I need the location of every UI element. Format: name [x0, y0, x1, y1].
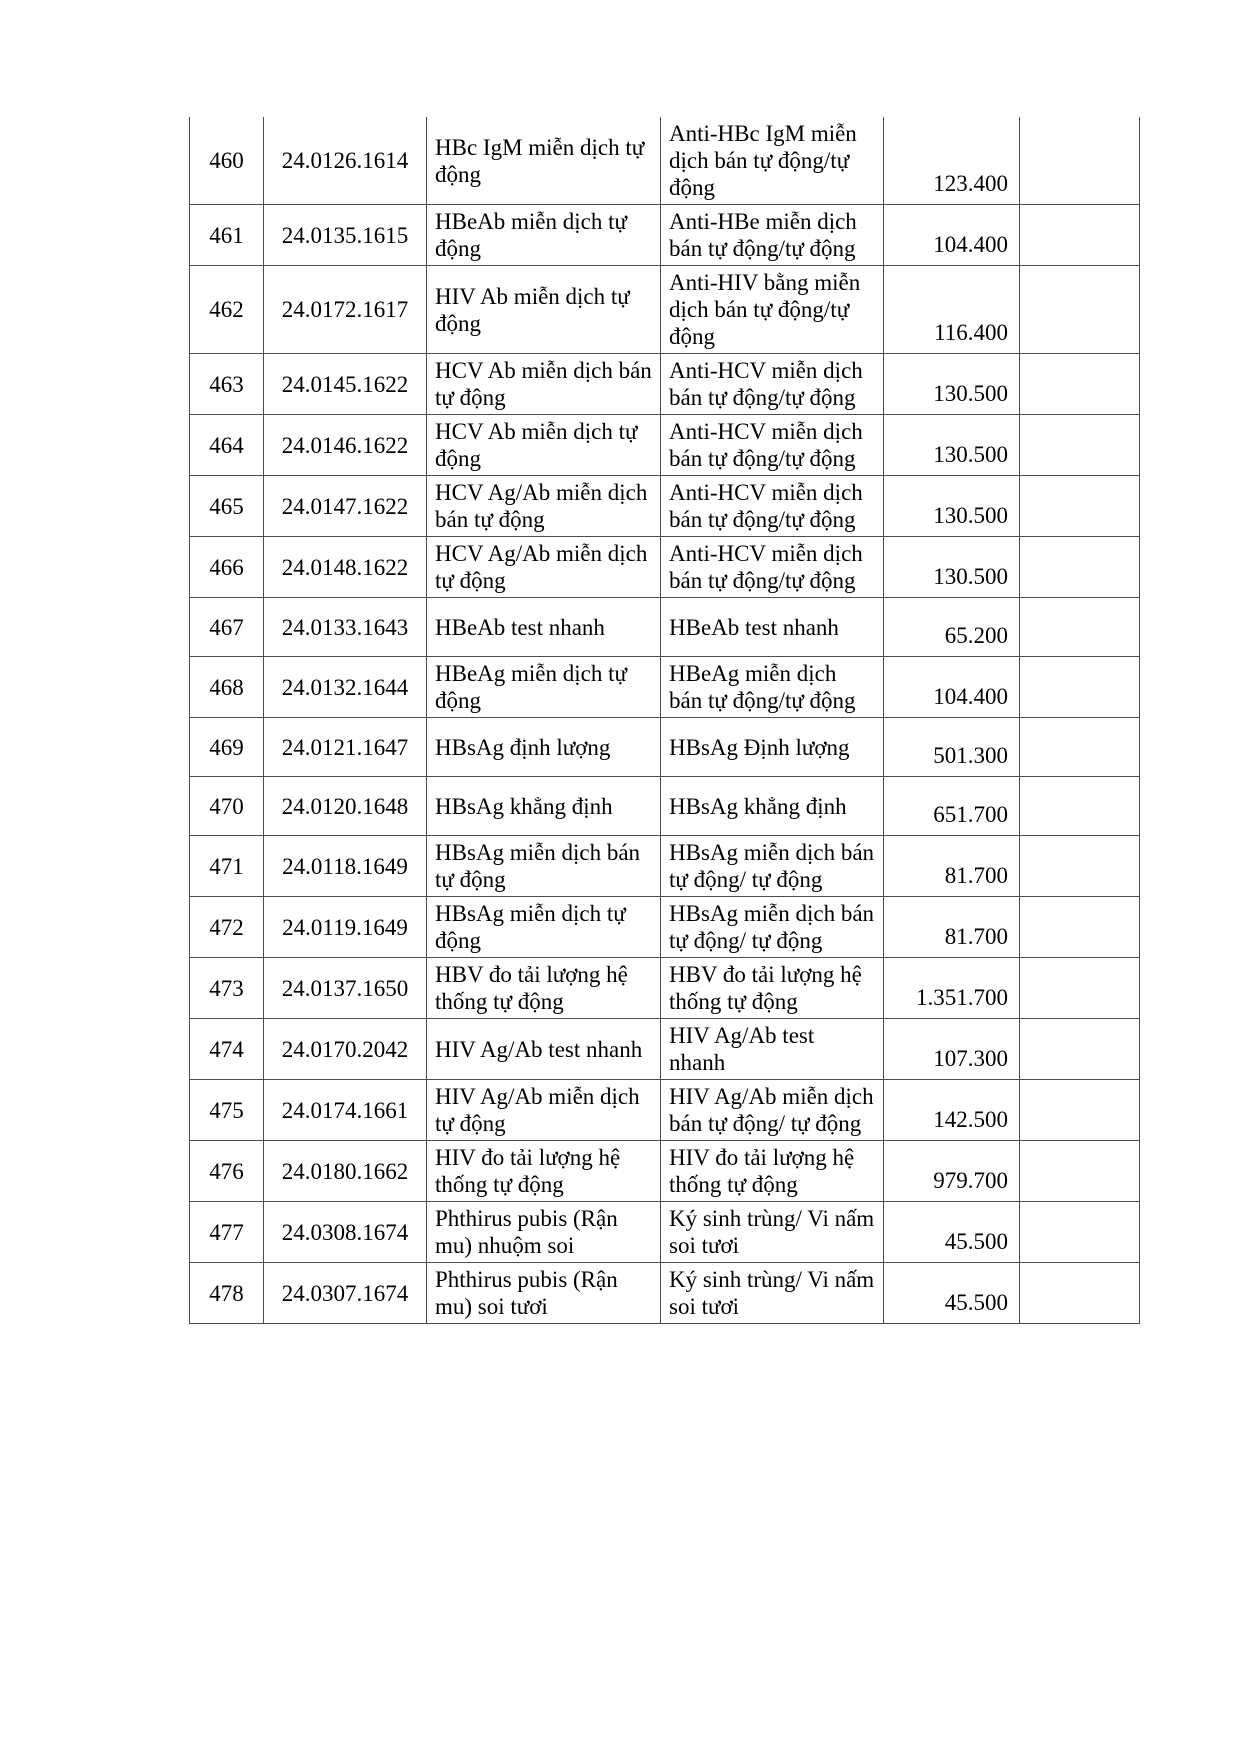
table-row	[190, 117, 1140, 205]
service-description-cell: Anti-HCV miễn dịch bán tự động/tự động	[661, 537, 884, 598]
service-description-cell: Ký sinh trùng/ Vi nấm soi tươi	[661, 1263, 884, 1324]
service-description-cell: Ký sinh trùng/ Vi nấm soi tươi	[661, 1202, 884, 1263]
table-row	[190, 476, 1140, 537]
price-cell: 65.200	[884, 598, 1020, 657]
service-name-cell: HBsAg miễn dịch bán tự động	[427, 836, 661, 897]
note-cell	[1020, 836, 1140, 897]
table-row	[190, 718, 1140, 777]
service-code-cell: 24.0133.1643	[264, 598, 427, 657]
note-cell	[1020, 205, 1140, 266]
row-number-cell: 464	[190, 415, 264, 476]
service-description-cell: Anti-HIV bằng miễn dịch bán tự động/tự động	[661, 266, 884, 354]
service-code-cell: 24.0172.1617	[264, 266, 427, 354]
service-code-cell: 24.0147.1622	[264, 476, 427, 537]
row-number-cell: 469	[190, 718, 264, 777]
note-cell	[1020, 718, 1140, 777]
row-number-cell: 472	[190, 897, 264, 958]
price-cell: 130.500	[884, 354, 1020, 415]
service-code-cell: 24.0119.1649	[264, 897, 427, 958]
service-description-cell: Anti-HBc IgM miễn dịch bán tự động/tự động	[661, 117, 884, 205]
row-number-cell: 466	[190, 537, 264, 598]
service-code-cell: 24.0135.1615	[264, 205, 427, 266]
note-cell	[1020, 354, 1140, 415]
note-cell	[1020, 897, 1140, 958]
service-code-cell: 24.0308.1674	[264, 1202, 427, 1263]
service-name-cell: HIV Ag/Ab test nhanh	[427, 1019, 661, 1080]
note-cell	[1020, 657, 1140, 718]
service-name-cell: HBeAg miễn dịch tự động	[427, 657, 661, 718]
service-description-cell: HIV Ag/Ab miễn dịch bán tự động/ tự động	[661, 1080, 884, 1141]
price-cell: 104.400	[884, 657, 1020, 718]
service-description-cell: HBeAb test nhanh	[661, 598, 884, 657]
note-cell	[1020, 1141, 1140, 1202]
service-code-cell: 24.0132.1644	[264, 657, 427, 718]
service-name-cell: HCV Ag/Ab miễn dịch tự động	[427, 537, 661, 598]
service-code-cell: 24.0120.1648	[264, 777, 427, 836]
service-code-cell: 24.0126.1614	[264, 117, 427, 205]
service-code-cell: 24.0146.1622	[264, 415, 427, 476]
service-code-cell: 24.0180.1662	[264, 1141, 427, 1202]
service-code-cell: 24.0145.1622	[264, 354, 427, 415]
table-row	[190, 1141, 1140, 1202]
table-row	[190, 1202, 1140, 1263]
row-number-cell: 471	[190, 836, 264, 897]
table-row	[190, 836, 1140, 897]
price-cell: 651.700	[884, 777, 1020, 836]
price-cell: 130.500	[884, 415, 1020, 476]
service-name-cell: HBeAb miễn dịch tự động	[427, 205, 661, 266]
service-code-cell: 24.0174.1661	[264, 1080, 427, 1141]
row-number-cell: 476	[190, 1141, 264, 1202]
service-description-cell: HBeAg miễn dịch bán tự động/tự động	[661, 657, 884, 718]
service-description-cell: Anti-HBe miễn dịch bán tự động/tự động	[661, 205, 884, 266]
price-cell: 130.500	[884, 537, 1020, 598]
service-code-cell: 24.0148.1622	[264, 537, 427, 598]
service-code-cell: 24.0118.1649	[264, 836, 427, 897]
table-row	[190, 354, 1140, 415]
row-number-cell: 463	[190, 354, 264, 415]
service-name-cell: HBsAg miễn dịch tự động	[427, 897, 661, 958]
note-cell	[1020, 266, 1140, 354]
note-cell	[1020, 476, 1140, 537]
note-cell	[1020, 777, 1140, 836]
table-row	[190, 1080, 1140, 1141]
row-number-cell: 461	[190, 205, 264, 266]
table-row	[190, 598, 1140, 657]
service-description-cell: Anti-HCV miễn dịch bán tự động/tự động	[661, 476, 884, 537]
service-name-cell: HCV Ag/Ab miễn dịch bán tự động	[427, 476, 661, 537]
row-number-cell: 460	[190, 117, 264, 205]
note-cell	[1020, 958, 1140, 1019]
note-cell	[1020, 1202, 1140, 1263]
price-table	[189, 117, 1140, 1324]
price-table-body	[190, 117, 1140, 1324]
service-description-cell: HBsAg miễn dịch bán tự động/ tự động	[661, 836, 884, 897]
price-cell: 116.400	[884, 266, 1020, 354]
row-number-cell: 477	[190, 1202, 264, 1263]
service-name-cell: HCV Ab miễn dịch tự động	[427, 415, 661, 476]
price-cell: 979.700	[884, 1141, 1020, 1202]
row-number-cell: 462	[190, 266, 264, 354]
service-name-cell: HBsAg định lượng	[427, 718, 661, 777]
service-name-cell: HIV đo tải lượng hệ thống tự động	[427, 1141, 661, 1202]
price-cell: 45.500	[884, 1202, 1020, 1263]
service-name-cell: HIV Ag/Ab miễn dịch tự động	[427, 1080, 661, 1141]
price-cell: 45.500	[884, 1263, 1020, 1324]
service-name-cell: Phthirus pubis (Rận mu) nhuộm soi	[427, 1202, 661, 1263]
note-cell	[1020, 1080, 1140, 1141]
table-row	[190, 897, 1140, 958]
service-name-cell: HCV Ab miễn dịch bán tự động	[427, 354, 661, 415]
table-row	[190, 205, 1140, 266]
service-description-cell: HIV đo tải lượng hệ thống tự động	[661, 1141, 884, 1202]
price-cell: 142.500	[884, 1080, 1020, 1141]
row-number-cell: 473	[190, 958, 264, 1019]
price-cell: 130.500	[884, 476, 1020, 537]
service-name-cell: HBc IgM miễn dịch tự động	[427, 117, 661, 205]
service-name-cell: HBV đo tải lượng hệ thống tự động	[427, 958, 661, 1019]
price-cell: 81.700	[884, 897, 1020, 958]
price-cell: 501.300	[884, 718, 1020, 777]
table-row	[190, 415, 1140, 476]
price-cell: 1.351.700	[884, 958, 1020, 1019]
service-description-cell: HBsAg khẳng định	[661, 777, 884, 836]
table-row	[190, 1263, 1140, 1324]
service-code-cell: 24.0307.1674	[264, 1263, 427, 1324]
service-description-cell: HBV đo tải lượng hệ thống tự động	[661, 958, 884, 1019]
service-description-cell: HBsAg Định lượng	[661, 718, 884, 777]
service-name-cell: HIV Ab miễn dịch tự động	[427, 266, 661, 354]
row-number-cell: 474	[190, 1019, 264, 1080]
row-number-cell: 467	[190, 598, 264, 657]
price-cell: 123.400	[884, 117, 1020, 205]
row-number-cell: 478	[190, 1263, 264, 1324]
note-cell	[1020, 117, 1140, 205]
table-row	[190, 657, 1140, 718]
service-name-cell: HBsAg khẳng định	[427, 777, 661, 836]
table-row	[190, 537, 1140, 598]
service-description-cell: HBsAg miễn dịch bán tự động/ tự động	[661, 897, 884, 958]
price-cell: 107.300	[884, 1019, 1020, 1080]
note-cell	[1020, 1263, 1140, 1324]
note-cell	[1020, 537, 1140, 598]
service-code-cell: 24.0137.1650	[264, 958, 427, 1019]
service-code-cell: 24.0170.2042	[264, 1019, 427, 1080]
price-cell: 81.700	[884, 836, 1020, 897]
note-cell	[1020, 415, 1140, 476]
note-cell	[1020, 1019, 1140, 1080]
table-row	[190, 777, 1140, 836]
row-number-cell: 470	[190, 777, 264, 836]
price-cell: 104.400	[884, 205, 1020, 266]
table-row	[190, 266, 1140, 354]
service-name-cell: HBeAb test nhanh	[427, 598, 661, 657]
service-name-cell: Phthirus pubis (Rận mu) soi tươi	[427, 1263, 661, 1324]
row-number-cell: 475	[190, 1080, 264, 1141]
note-cell	[1020, 598, 1140, 657]
service-description-cell: Anti-HCV miễn dịch bán tự động/tự động	[661, 415, 884, 476]
row-number-cell: 465	[190, 476, 264, 537]
service-description-cell: HIV Ag/Ab test nhanh	[661, 1019, 884, 1080]
service-code-cell: 24.0121.1647	[264, 718, 427, 777]
table-row	[190, 1019, 1140, 1080]
row-number-cell: 468	[190, 657, 264, 718]
table-row	[190, 958, 1140, 1019]
service-description-cell: Anti-HCV miễn dịch bán tự động/tự động	[661, 354, 884, 415]
